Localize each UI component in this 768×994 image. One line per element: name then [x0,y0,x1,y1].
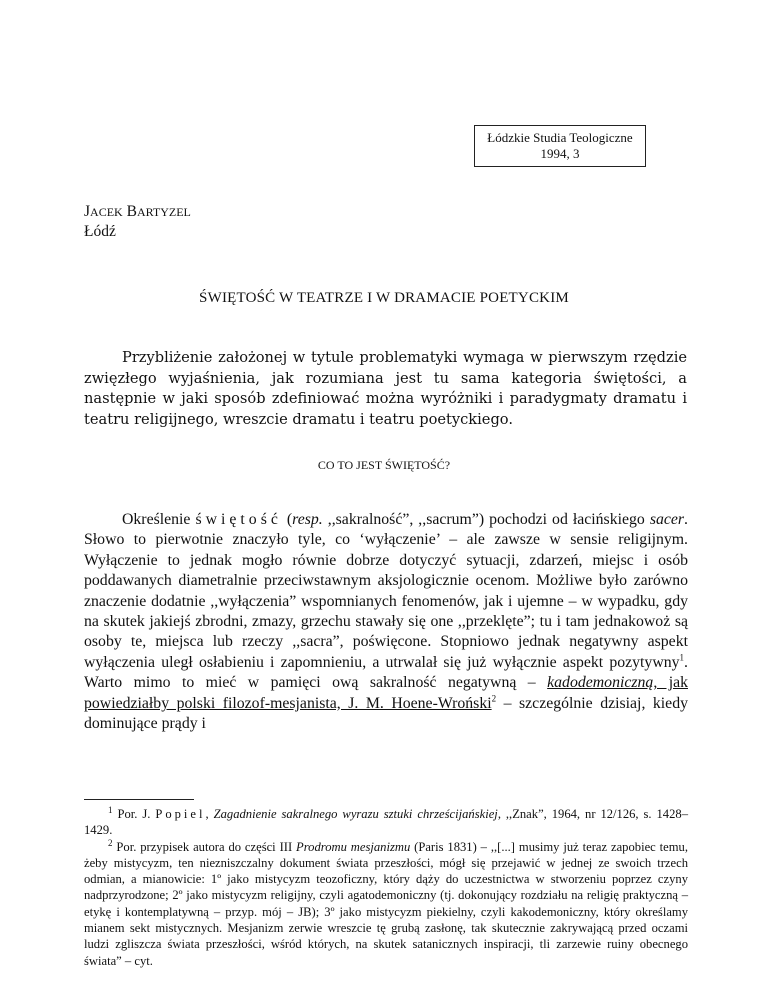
article-title: ŚWIĘTOŚĆ W TEATRZE I W DRAMACIE POETYCKIM [199,290,569,306]
journal-name: Łódzkie Studia Teologiczne [487,130,633,145]
footnotes [84,806,688,969]
journal-issue: 1994, 3 [540,146,580,161]
author-name: JACEK BARTYZEL [84,203,191,220]
footnote-ref-1: 1 [679,652,685,663]
journal-info-box [474,125,646,167]
footnote-1: $^1$ Por. J. Popiel, Zagadnienie sakralnego wyrazu sztuki chrześcijańskiej, ,,Znak”, 1964, nr 12/126, s. 1428–1429. [84,804,688,838]
intro-paragraph: Przybliżenie założonej w tytule problematyki wymaga w pierwszym rzędzie zwięzłego wyjaśnienia, jak rozumiana jest tu sama kategoria świętości, a następnie w jaki sposób zdefiniować można wyróżniki i paradygmaty dramatu i teatru religijnego, wreszcie dramatu i teatru poetyckiego. [84,349,687,428]
author-city: Łódź [84,223,116,240]
footnote-2: $^2$ Por. przypisek autora do części III Prodromu mesjanizmu (Paris 1831) – ,,[...] musimy już teraz zapobiec temu, żeby mistycyzm, ten niezniszczalny dokument świata przeszłości, mógł się przejawić w jednej ze swoich trzech odmian, a mianowicie: 1º jako mistycyzm teozoficzny, który dąży do uczestnictwa w stworzeniu poprzez czyny nadprzyrodzone; 2º jako mistycyzm religijny, czyli agatodemoniczny (tj. dokonujący rozdziału na religię praktyczną – etykę i kontemplatywną – przyp. mój – JB); 3º jako mistycyzm piekielny, czyli kakodemoniczny, który określamy mianem sekt mistycznych. Mesjanizm zerwie wreszcie tę grubą zasłonę, tak skutecznie zakrywającą przed oczami ludzi zgliszcza świata przeszłości, wśród których, na skutek satanicznych inspiracji, tli zarzewie ruiny obecnego świata” – cyt. [84,837,688,968]
author-block [84,202,191,242]
body-paragraph: Określenie świętość (resp. ,,sakralność”, ,,sacrum”) pochodzi od łacińskiego sacer. Słowo to pierwotnie znaczyło tyle, co ‘wyłączenie’ – ale zawsze w sensie religijnym. Wyłączenie to jednak mogło równie dobrze dotyczyć sytuacji, zdarzeń, miejsc i osób poddawanych diametralnie przeciwstawnym aksjologicznie ocenom. Możliwe było zarówno znaczenie dodatnie ,,wyłączenia” wspomnianych fenomenów, jak i ujemne – w wypadku, gdy na skutek jakiejś zbrodni, zmazy, grzechu stawały się one ,,przeklęte”; tu i tam jednakowoż są osoby te, miejsca lub rzeczy ,,sacra”, poświęcone. Stopniowo jednak negatywny aspekt wyłączenia uległ osłabieniu i zapomnieniu, a utrwalał się już wyłącznie aspekt pozytywny$^1$. Warto mimo to mieć w pamięci ową sakralność negatywną – kadodemoniczną, jak powiedziałby polski filozof-mesjanista, J. M. Hoene-Wroński$^2$ – szczególnie dzisiaj, kiedy dominujące prądy i [84,511,688,733]
footnote-ref-2: 2 [491,693,497,704]
footnote-separator [84,799,194,800]
spaced-term: świętość [195,511,282,528]
section-heading: CO TO JEST ŚWIĘTOŚĆ? [317,458,451,472]
